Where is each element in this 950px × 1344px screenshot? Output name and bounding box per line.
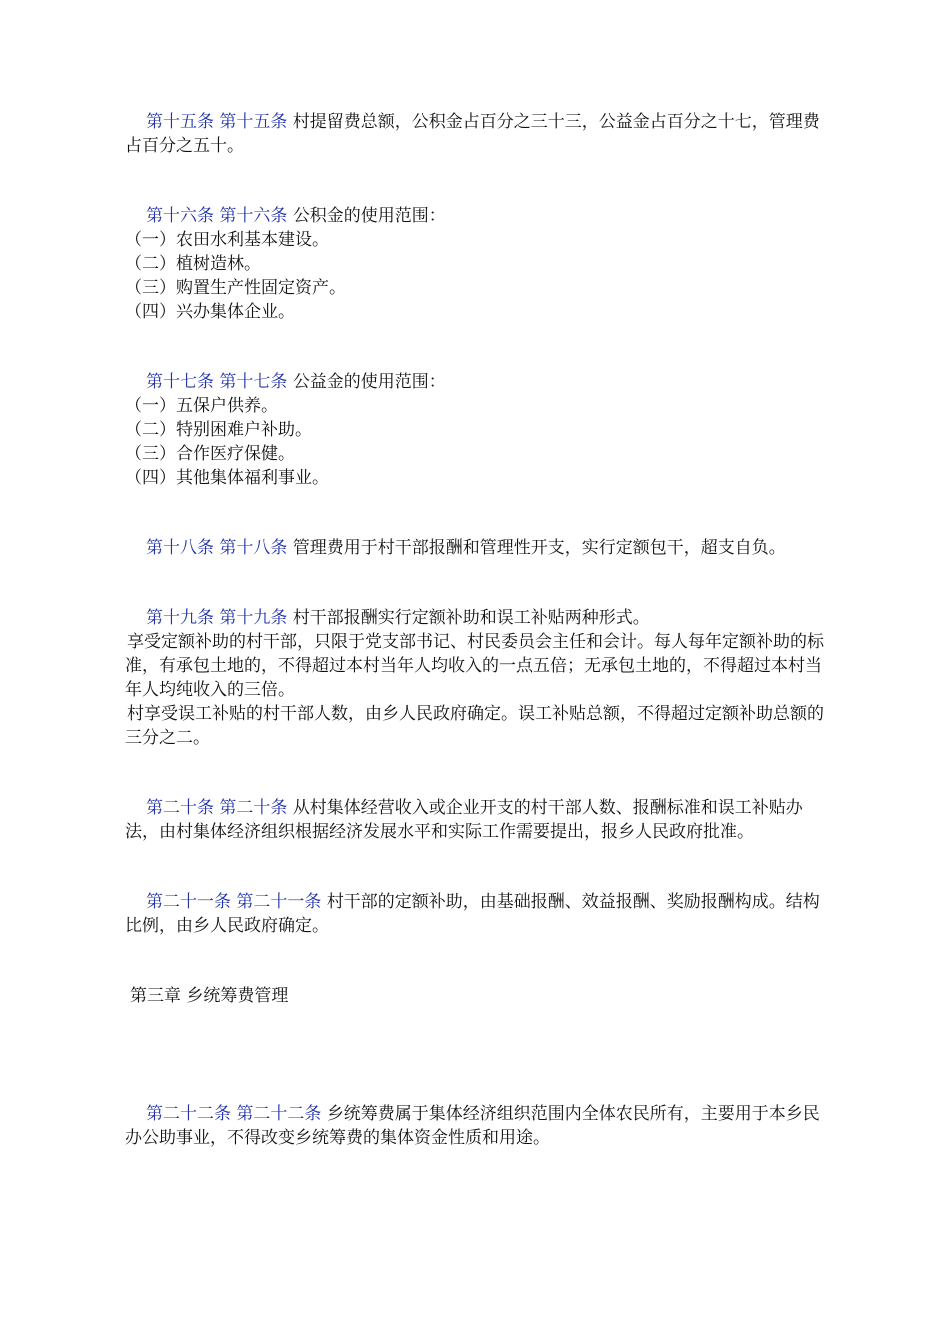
article-number: 第十八条 [219,538,288,558]
article-number: 第十五条 [219,112,288,132]
article-15 [125,110,830,158]
article-paragraph: 村享受误工补贴的村干部人数，由乡人民政府确定。误工补贴总额，不得超过定额补助总额的三分之二。 [125,704,824,748]
article-16 [125,204,830,324]
list-item: （一）农田水利基本建设。 [125,230,329,250]
article-number: 第二十条 [146,798,214,818]
spacer [125,938,830,984]
list-item: （四）兴办集体企业。 [125,302,295,322]
spacer [125,560,830,606]
article-number: 第十七条 [146,372,214,392]
list-item: （四）其他集体福利事业。 [125,468,329,488]
article-22 [125,1102,830,1150]
article-number: 第二十二条 [146,1104,231,1124]
article-21 [125,890,830,938]
article-text: 村干部报酬实行定额补助和误工补贴两种形式。 [292,608,650,628]
document-body [125,110,830,1150]
spacer [125,750,830,796]
article-number: 第十六条 [219,206,288,226]
article-18 [125,536,830,560]
article-number: 第二十条 [219,798,288,818]
chapter-heading: 第三章 乡统筹费管理 [130,986,289,1006]
article-number: 第十六条 [146,206,214,226]
article-number: 第二十一条 [236,892,322,912]
article-19 [125,606,830,750]
article-number: 第十九条 [146,608,214,628]
article-20 [125,796,830,844]
article-text: 从村集体经营收入或企业开支的村干部人数、报酬标准和误工补贴办法，由村集体经济组织根据经济发展水平和实际工作需要提出，报乡人民政府批准。 [125,798,803,842]
article-number: 第二十二条 [236,1104,322,1124]
article-17 [125,370,830,490]
article-number: 第十九条 [219,608,288,628]
article-text: 乡统筹费属于集体经济组织范围内全体农民所有，主要用于本乡民办公助事业，不得改变乡统筹费的集体资金性质和用途。 [125,1104,820,1148]
spacer [125,1008,830,1102]
list-item: （二）特别困难户补助。 [125,420,312,440]
article-text: 公积金的使用范围： [292,206,446,226]
article-text: 公益金的使用范围： [292,372,446,392]
list-item: （一）五保户供养。 [125,396,278,416]
spacer [125,844,830,890]
spacer [125,490,830,536]
article-paragraph: 享受定额补助的村干部，只限于党支部书记、村民委员会主任和会计。每人每年定额补助的标准，有承包土地的，不得超过本村当年人均收入的一点五倍；无承包土地的，不得超过本村当年人均纯收入的三倍。 [125,632,824,700]
article-text: 村提留费总额，公积金占百分之三十三，公益金占百分之十七，管理费占百分之五十。 [125,112,820,156]
article-text: 村干部的定额补助，由基础报酬、效益报酬、奖励报酬构成。结构比例，由乡人民政府确定。 [125,892,820,936]
spacer [125,324,830,370]
article-number: 第十八条 [146,538,214,558]
article-text: 管理费用于村干部报酬和管理性开支，实行定额包干，超支自负。 [292,538,786,558]
spacer [125,158,830,204]
article-number: 第十五条 [146,112,214,132]
list-item: （三）购置生产性固定资产。 [125,278,346,298]
list-item: （二）植树造林。 [125,254,261,274]
article-number: 第十七条 [219,372,288,392]
article-number: 第二十一条 [146,892,231,912]
list-item: （三）合作医疗保健。 [125,444,295,464]
